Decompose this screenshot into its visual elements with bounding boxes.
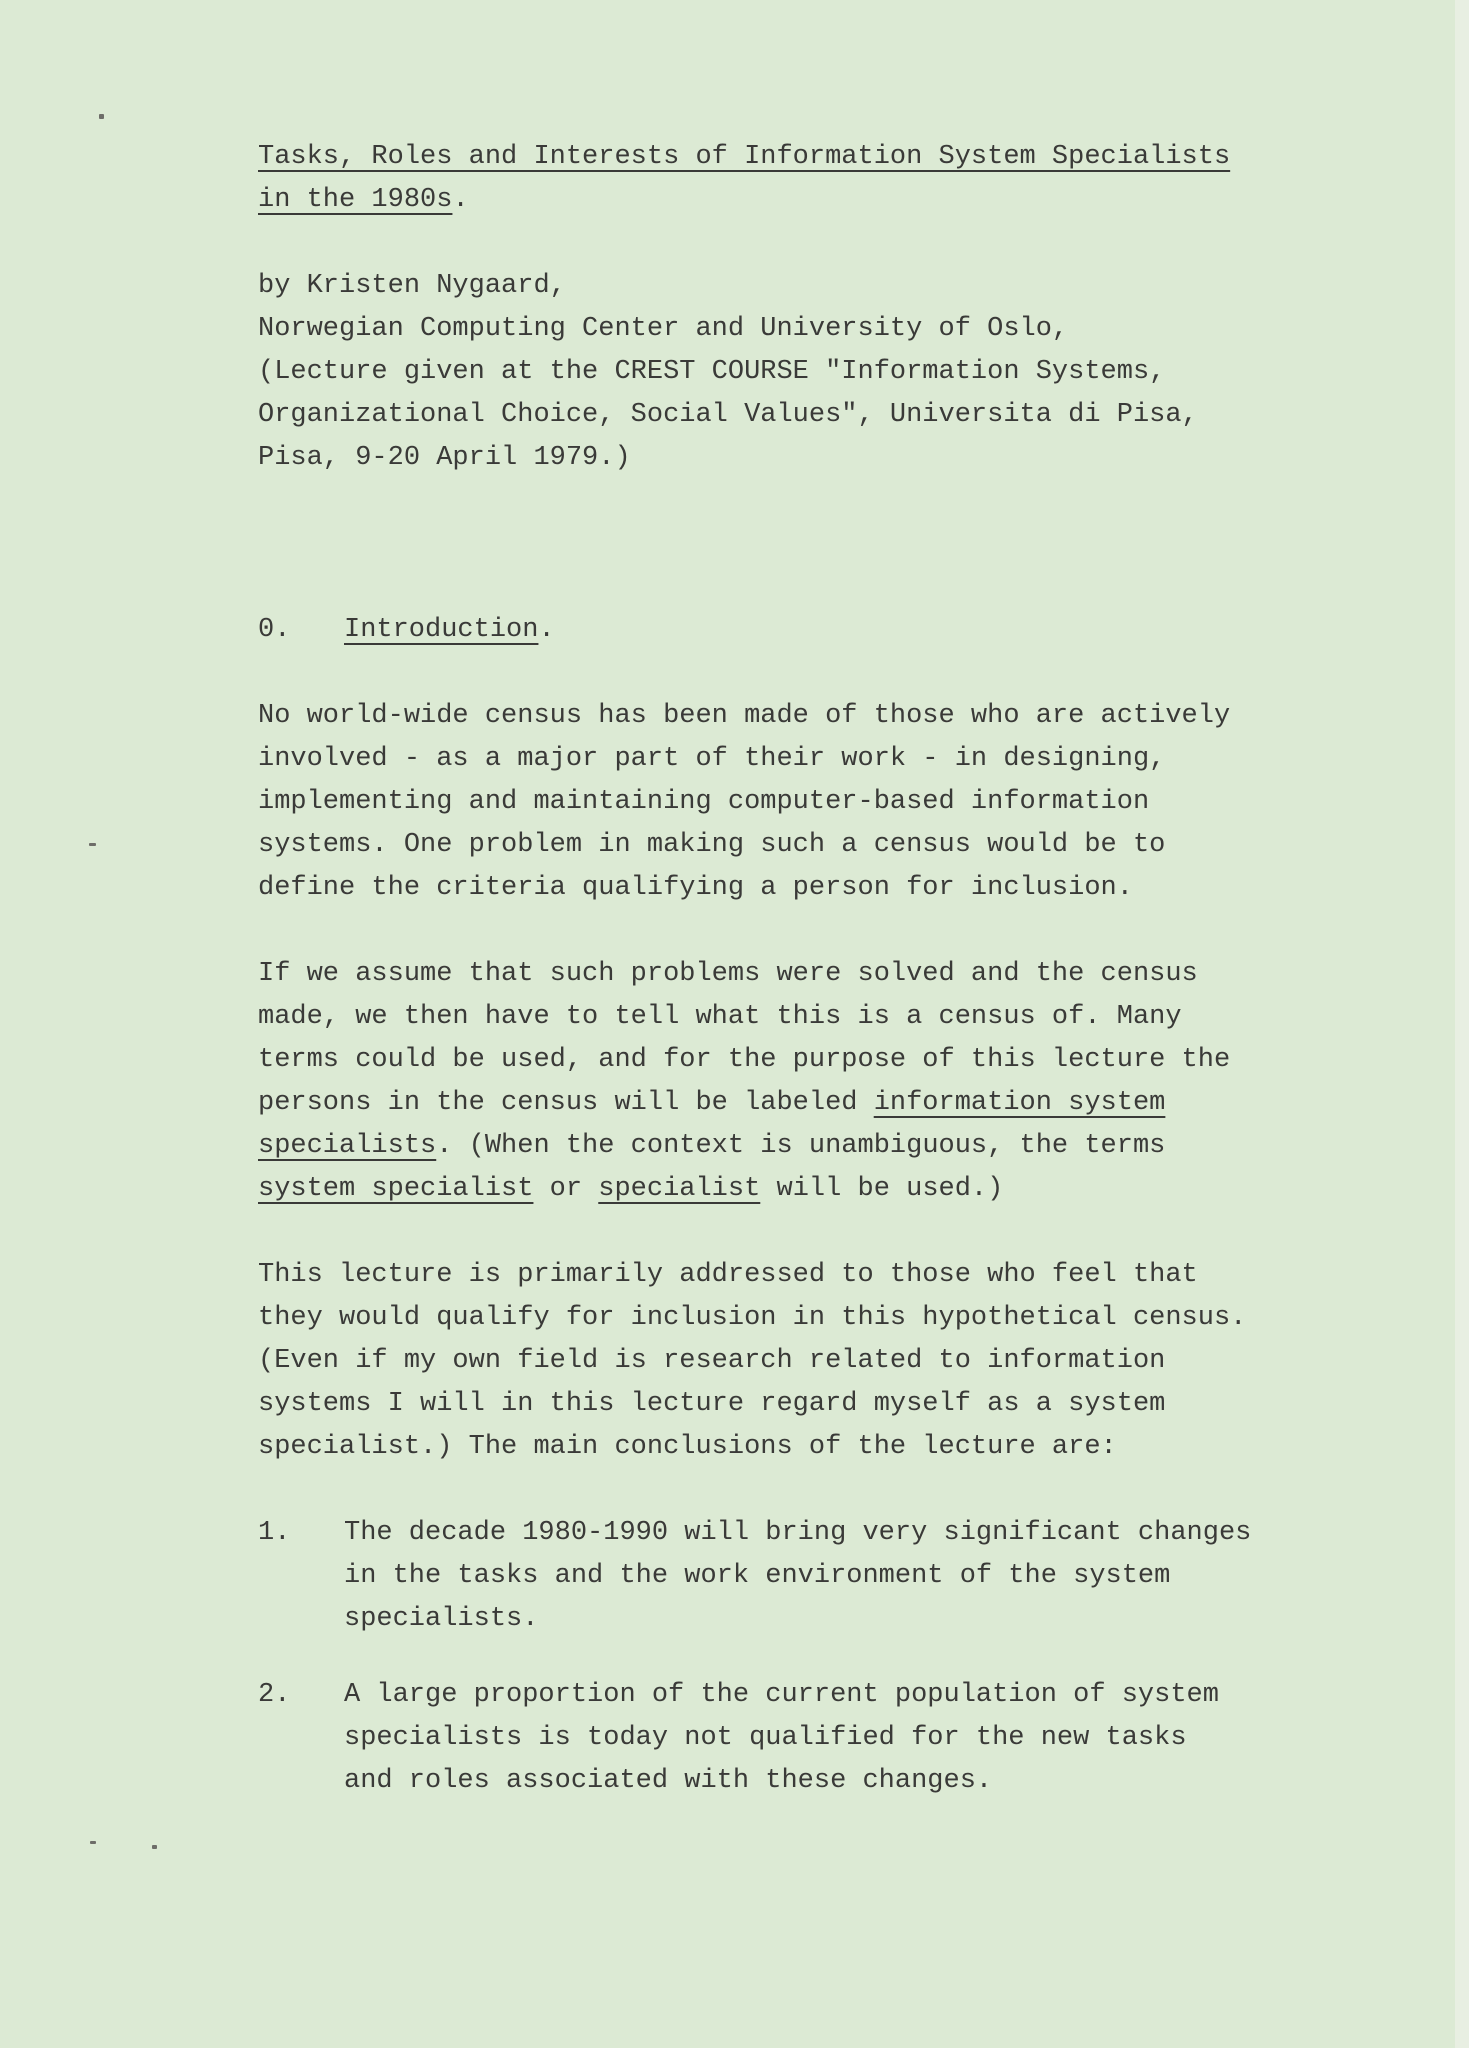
byline xyxy=(258,265,1318,480)
title-line-2: in the 1980s xyxy=(258,185,453,215)
paragraph-line: involved - as a major part of their work - in designing, xyxy=(258,744,1166,774)
list-item-number: 2. xyxy=(258,1680,291,1710)
section-title-end: . xyxy=(538,615,555,645)
paragraph-line: (Even if my own field is research related to information xyxy=(258,1346,1166,1376)
paragraph-line xyxy=(258,1082,1318,1125)
list-item xyxy=(258,1512,1318,1641)
document-title-cont xyxy=(258,179,1318,222)
margin-speck xyxy=(152,1845,157,1849)
margin-speck xyxy=(99,114,104,119)
paragraph-line: If we assume that such problems were solved and the census xyxy=(258,959,1198,989)
margin-speck xyxy=(90,1841,96,1844)
paragraph-line: This lecture is primarily addressed to those who feel that xyxy=(258,1260,1198,1290)
paragraph-2 xyxy=(258,953,1318,1211)
section-heading xyxy=(258,609,1318,652)
title-line-2-end: . xyxy=(452,185,469,215)
conclusions-list xyxy=(258,1512,1318,1803)
byline-line: Organizational Choice, Social Values", Universita di Pisa, xyxy=(258,400,1198,430)
byline-line: Pisa, 9-20 April 1979.) xyxy=(258,443,631,473)
list-item-line: specialists is today not qualified for the new tasks xyxy=(344,1723,1187,1753)
document-body xyxy=(258,136,1318,1836)
paragraph-line: define the criteria qualifying a person for inclusion. xyxy=(258,873,1133,903)
byline-line: (Lecture given at the CREST COURSE "Information Systems, xyxy=(258,357,1166,387)
byline-line: Norwegian Computing Center and University of Oslo, xyxy=(258,314,1069,344)
paragraph-line: terms could be used, and for the purpose of this lecture the xyxy=(258,1045,1231,1075)
list-item-line: The decade 1980-1990 will bring very significant changes xyxy=(344,1518,1252,1548)
term-specialist: specialist xyxy=(598,1174,761,1204)
paragraph-line: they would qualify for inclusion in this hypothetical census. xyxy=(258,1303,1247,1333)
text-run: or xyxy=(533,1174,599,1204)
list-item-line: specialists. xyxy=(344,1604,539,1634)
paragraph-line: No world-wide census has been made of those who are actively xyxy=(258,701,1231,731)
section-title: Introduction xyxy=(344,615,539,645)
paragraph-line: made, we then have to tell what this is a census of. Many xyxy=(258,1002,1182,1032)
paragraph-line xyxy=(258,1168,1318,1211)
document-title xyxy=(258,136,1318,179)
paragraph-1 xyxy=(258,695,1318,910)
paragraph-line: systems I will in this lecture regard myself as a system xyxy=(258,1389,1166,1419)
text-run: persons in the census will be labeled xyxy=(258,1088,874,1118)
list-item-line: and roles associated with these changes. xyxy=(344,1766,993,1796)
margin-speck xyxy=(89,843,96,846)
paragraph-line: implementing and maintaining computer-based information xyxy=(258,787,1150,817)
paragraph-line xyxy=(258,1125,1318,1168)
term-system-specialist: system specialist xyxy=(258,1174,534,1204)
paragraph-line: specialist.) The main conclusions of the lecture are: xyxy=(258,1432,1117,1462)
list-item-line: A large proportion of the current population of system xyxy=(344,1680,1219,1710)
paragraph-3 xyxy=(258,1254,1318,1469)
text-run: will be used.) xyxy=(760,1174,1004,1204)
text-run: . (When the context is unambiguous, the terms xyxy=(436,1131,1166,1161)
list-item xyxy=(258,1674,1318,1803)
list-item-number: 1. xyxy=(258,1518,291,1548)
term-specialists: specialists xyxy=(258,1131,437,1161)
section-number: 0. xyxy=(258,615,291,645)
title-line-1: Tasks, Roles and Interests of Information System Specialists xyxy=(258,142,1231,172)
byline-line: by Kristen Nygaard, xyxy=(258,271,566,301)
paragraph-line: systems. One problem in making such a census would be to xyxy=(258,830,1166,860)
list-item-line: in the tasks and the work environment of the system xyxy=(344,1561,1171,1591)
term-information-system: information system xyxy=(873,1088,1166,1118)
